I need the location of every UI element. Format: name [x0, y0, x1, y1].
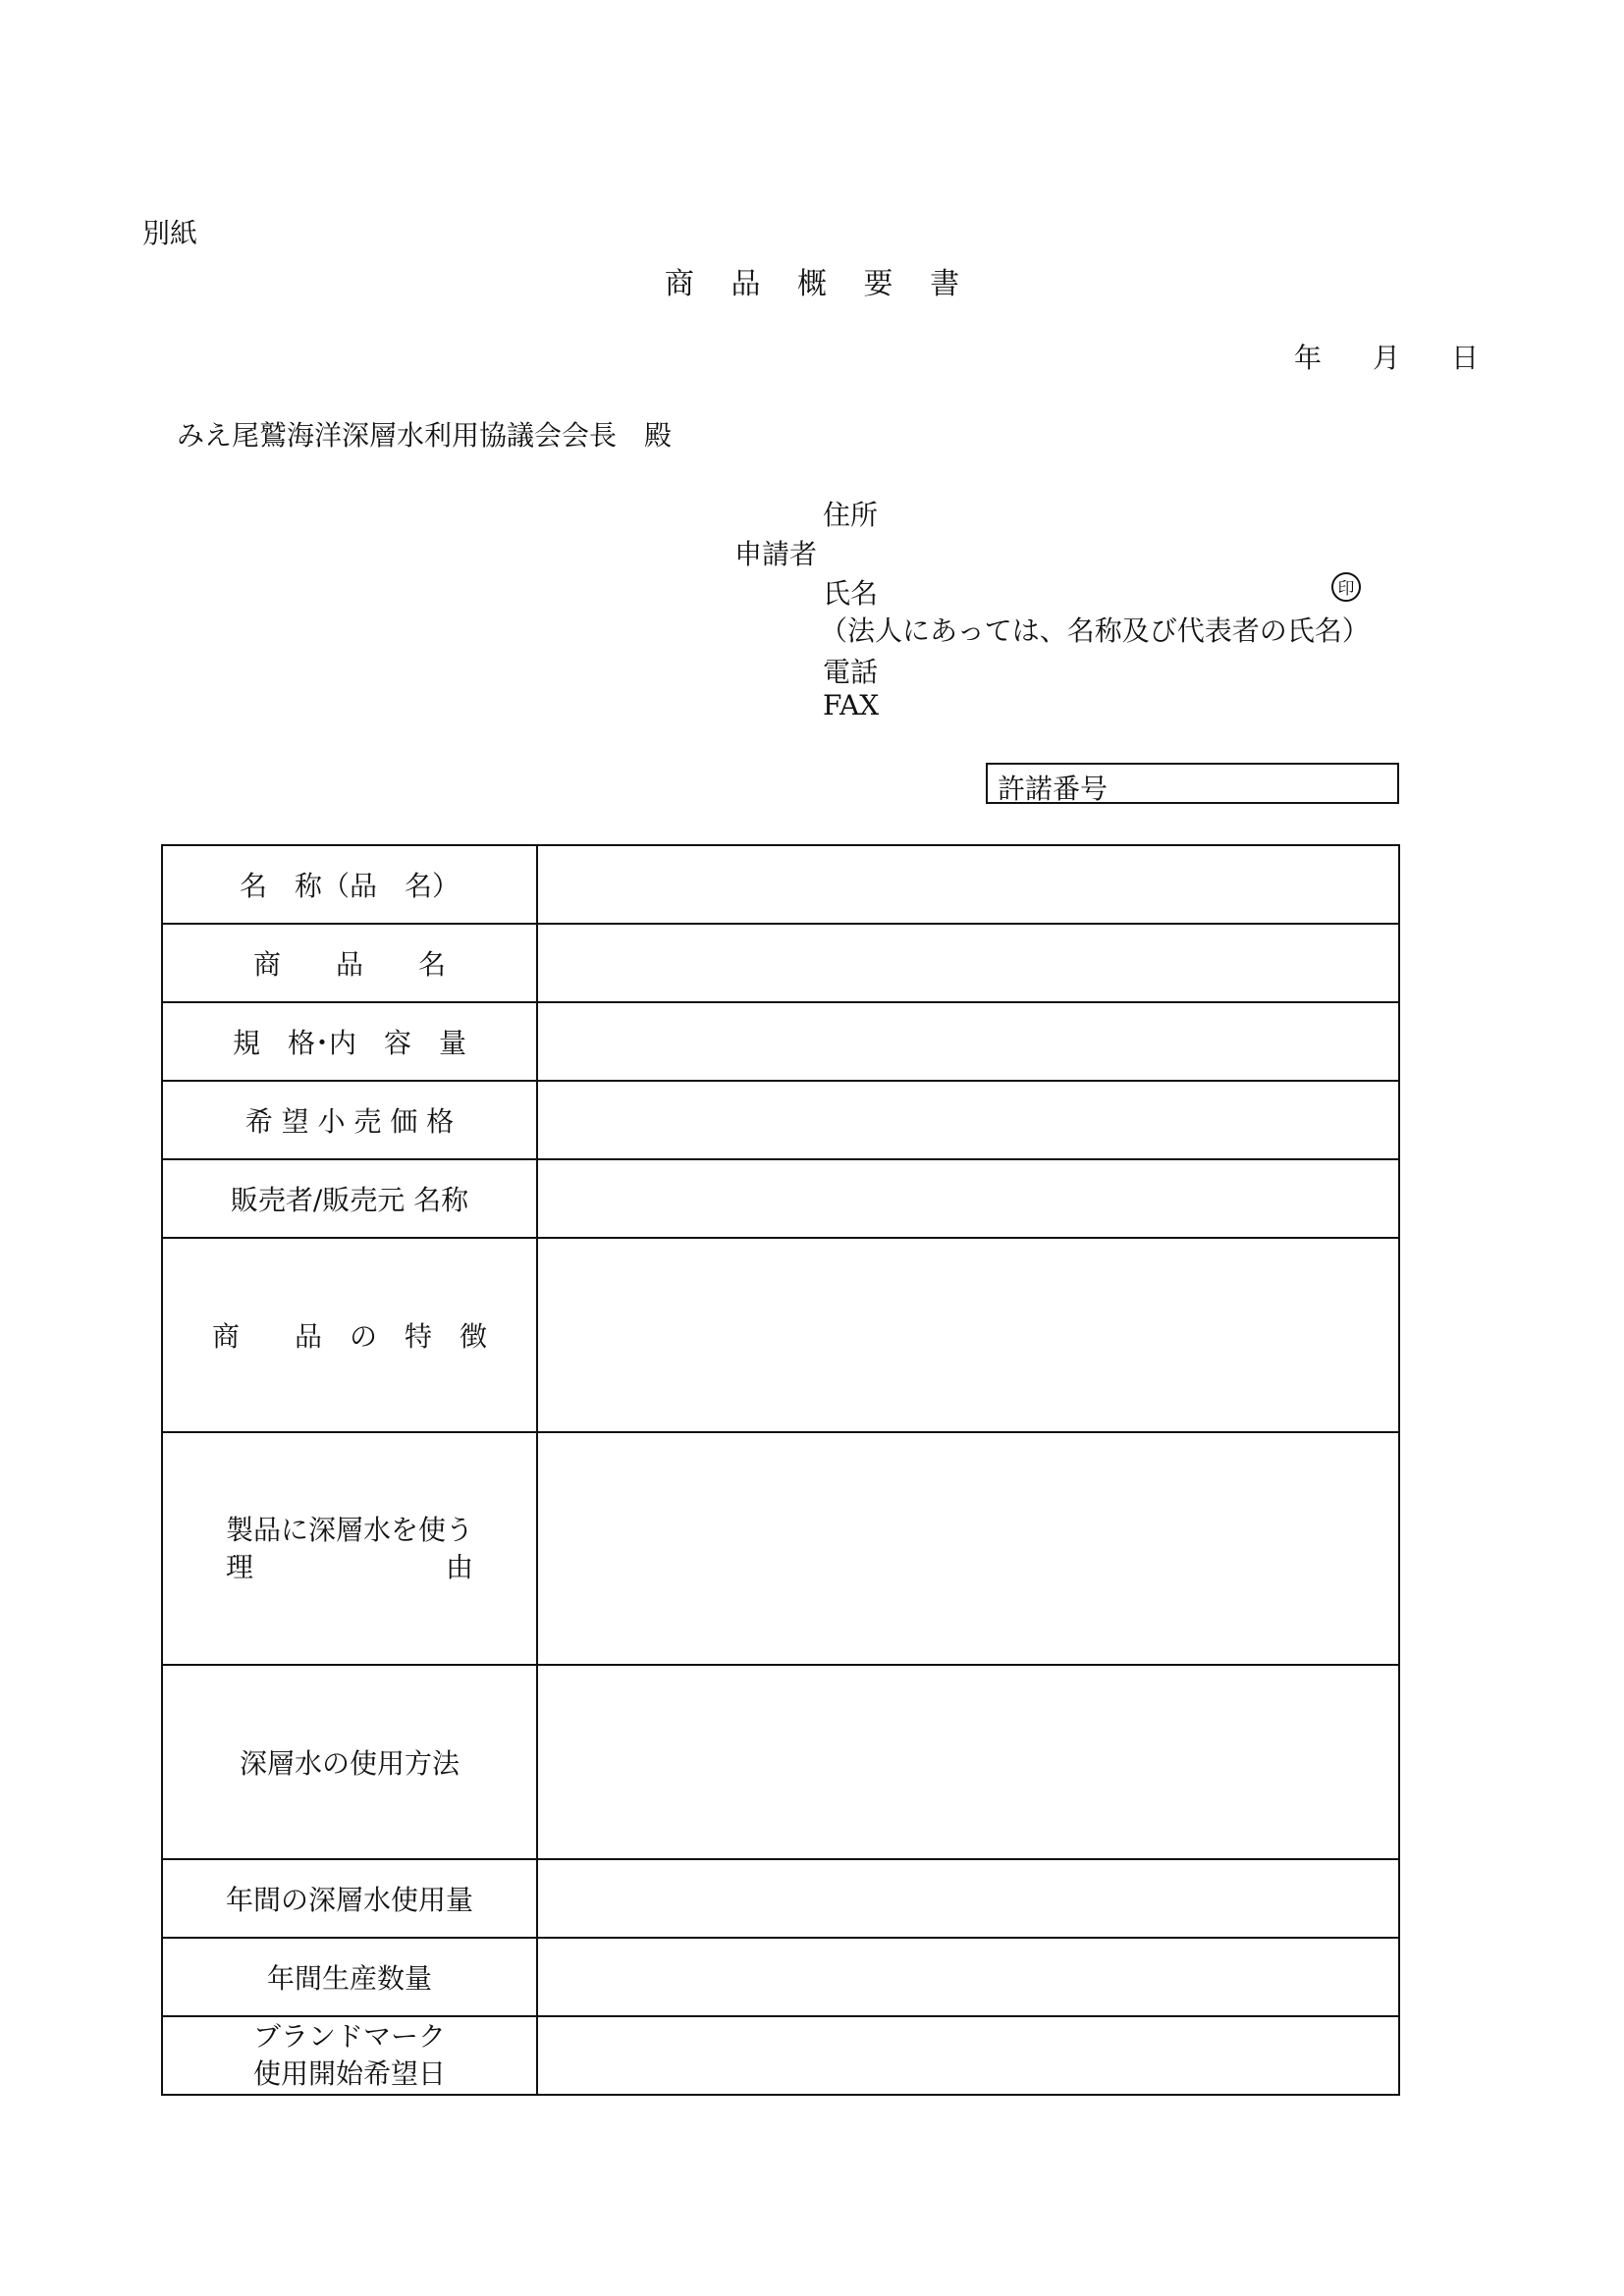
date-month-label: 月 [1373, 342, 1401, 374]
product-summary-table [161, 844, 1400, 2096]
row-label-product-name: 商 品 名 [162, 924, 537, 1002]
row-value-annual-water-usage[interactable] [537, 1859, 1399, 1938]
table-row [162, 1238, 1399, 1432]
table-row [162, 1938, 1399, 2016]
row-label-spec: 規 格･内 容 量 [162, 1002, 537, 1081]
permit-number-field[interactable] [986, 763, 1399, 804]
row-label-retail-price: 希 望 小 売 価 格 [162, 1081, 537, 1159]
row-label-name: 名 称（品 名） [162, 845, 537, 924]
row-value-retail-price[interactable] [537, 1081, 1399, 1159]
permit-number-label: 許諾番号 [998, 773, 1109, 805]
brand-mark-label-line1: ブランドマーク [252, 2020, 446, 2053]
brand-mark-label-block [253, 2018, 446, 2093]
row-value-spec[interactable] [537, 1002, 1399, 1081]
date-line [1294, 337, 1479, 376]
row-value-reason[interactable] [537, 1432, 1399, 1665]
row-value-product-name[interactable] [537, 924, 1399, 1002]
row-value-usage-method[interactable] [537, 1665, 1399, 1859]
corporate-note: （法人にあっては、名称及び代表者の氏名） [820, 614, 1370, 647]
table-row [162, 2016, 1399, 2095]
table-row [162, 1081, 1399, 1159]
table-row [162, 1665, 1399, 1859]
brand-mark-label-line2: 使用開始希望日 [252, 2057, 446, 2090]
table-row [162, 1002, 1399, 1081]
row-label-features: 商 品 の 特 徴 [162, 1238, 537, 1432]
date-day-label: 日 [1451, 342, 1480, 374]
reason-label-left: 理 [225, 1550, 253, 1583]
addressee: みえ尾鷲海洋深層水利用協議会会長 殿 [177, 419, 673, 452]
table-row [162, 845, 1399, 924]
tel-label: 電話 [823, 656, 879, 688]
row-value-name[interactable] [537, 845, 1399, 924]
reason-label-line2 [226, 1549, 473, 1586]
row-label-annual-production: 年間生産数量 [162, 1938, 537, 2016]
table-row [162, 924, 1399, 1002]
address-label: 住所 [823, 499, 879, 531]
row-value-annual-production[interactable] [537, 1938, 1399, 2016]
table-row [162, 1859, 1399, 1938]
date-year-label: 年 [1294, 342, 1323, 374]
fax-label: FAX [823, 689, 880, 721]
seal-icon: 印 [1331, 572, 1361, 602]
row-value-features[interactable] [537, 1238, 1399, 1432]
name-label: 氏名 [823, 577, 879, 610]
row-value-brand-mark[interactable] [537, 2016, 1399, 2095]
document-title: 商 品 概 要 書 [664, 267, 960, 301]
row-label-usage-method: 深層水の使用方法 [162, 1665, 537, 1859]
table-row [162, 1432, 1399, 1665]
applicant-label: 申請者 [734, 538, 818, 570]
reason-label-right: 由 [445, 1550, 473, 1583]
row-label-brand-mark [162, 2016, 537, 2095]
reason-label-block [226, 1512, 473, 1586]
row-label-seller: 販売者/販売元 名称 [162, 1159, 537, 1238]
table-row [162, 1159, 1399, 1238]
row-label-annual-water-usage: 年間の深層水使用量 [162, 1859, 537, 1938]
row-label-reason [162, 1432, 537, 1665]
attachment-label: 別紙 [142, 217, 198, 249]
row-value-seller[interactable] [537, 1159, 1399, 1238]
reason-label-line1: 製品に深層水を使う [225, 1513, 473, 1546]
